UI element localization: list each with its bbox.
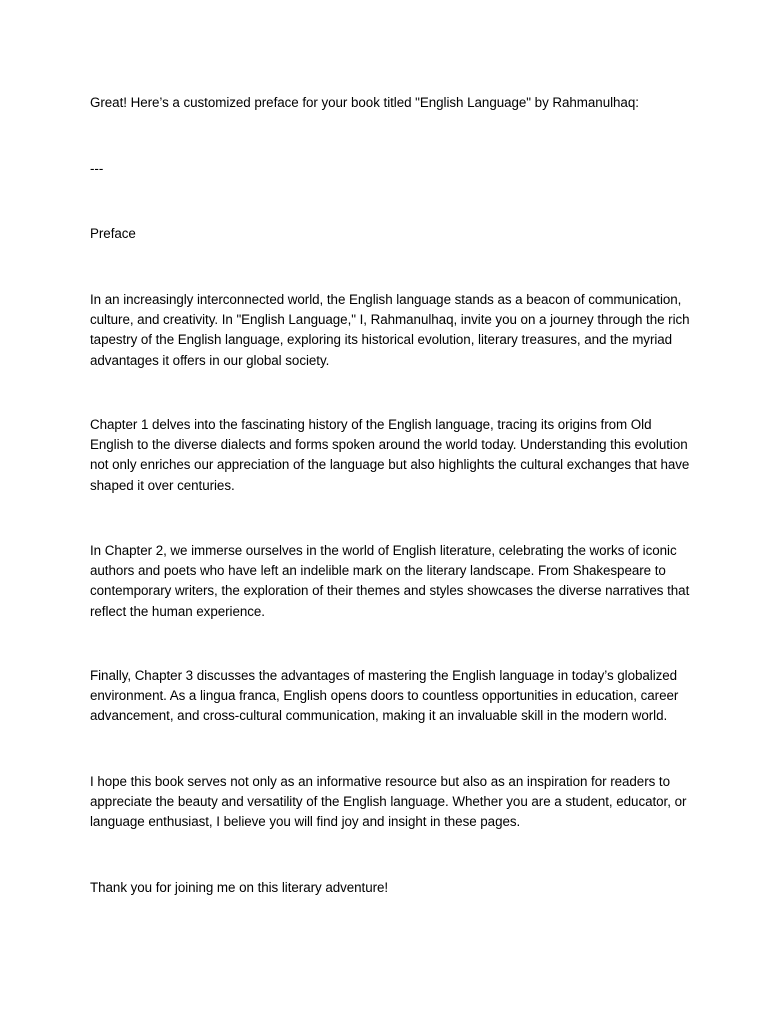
intro-line: Great! Here’s a customized preface for your book titled "English Language" by Rahmanulhaq: [90,95,639,110]
paragraph-chapter-2: In Chapter 2, we immerse ourselves in the world of English literature, celebrating the works of iconic authors and poets who have left an indelible mark on the literary landscape. From Shakespeare to contemporary writers, the exploration of their themes and styles showcases the diverse narratives that reflect the human experience. [90,543,690,619]
paragraph-chapter-3: Finally, Chapter 3 discusses the advantages of mastering the English language in today’s globalized environment. As a lingua franca, English opens doors to countless opportunities in education, career advancement, and cross-cultural communication, making it an invaluable skill in the modern world. [90,668,679,724]
paragraph-introduction: In an increasingly interconnected world, the English language stands as a beacon of communication, culture, and creativity. In "English Language," I, Rahmanulhaq, invite you on a journey through the rich tapestry of the English language, exploring its historical evolution, literary treasures, and the myriad advantages it offers in our global society. [90,292,690,368]
separator-line: --- [90,161,104,176]
preface-heading: Preface [90,226,136,241]
paragraph-hope: I hope this book serves not only as an informative resource but also as an inspiration for readers to appreciate the beauty and versatility of the English language. Whether you are a student, educator, or language enthusiast, I believe you will find joy and insight in these pages. [90,774,687,830]
closing-line: Thank you for joining me on this literary adventure! [90,880,389,895]
paragraph-chapter-1: Chapter 1 delves into the fascinating history of the English language, tracing its origins from Old English to the diverse dialects and forms spoken around the world today. Understanding this evolution not only enriches our appreciation of the language but also highlights the cultural exchanges that have shaped it over centuries. [90,417,690,493]
